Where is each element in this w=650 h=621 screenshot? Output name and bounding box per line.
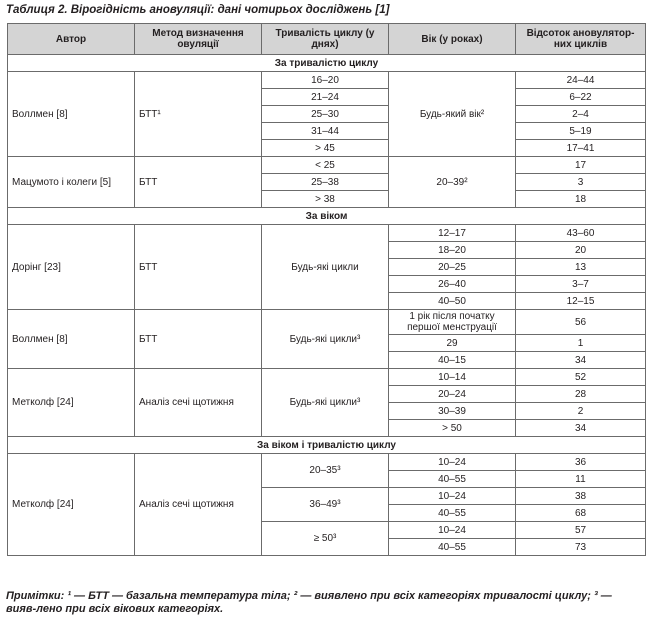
age-cell: 30–39: [389, 403, 516, 420]
age-cell: 10–24: [389, 522, 516, 539]
cycle-cell: < 25: [262, 157, 389, 174]
age-cell: 40–15: [389, 352, 516, 369]
age-cell: 12–17: [389, 225, 516, 242]
age-cell: 20–39²: [389, 157, 516, 208]
pct-cell: 17: [516, 157, 646, 174]
author-cell: Воллмен [8]: [8, 72, 135, 157]
author-cell: Метколф [24]: [8, 454, 135, 556]
cycle-cell: 21–24: [262, 89, 389, 106]
cycle-cell: 31–44: [262, 123, 389, 140]
pct-cell: 68: [516, 505, 646, 522]
age-cell: 18–20: [389, 242, 516, 259]
pct-cell: 12–15: [516, 293, 646, 310]
header-age: Вік (у роках): [389, 24, 516, 55]
header-method: Метод визначення овуляції: [135, 24, 262, 55]
age-cell: 40–55: [389, 505, 516, 522]
method-cell: Аналіз сечі щотижня: [135, 369, 262, 437]
table-notes: Примітки: ¹ — БТТ — базальна температура тіла; ² — виявлено при всіх категоріях тривалості циклу; ³ — вияв-лено при всіх вікових категоріях.: [6, 590, 612, 615]
pct-cell: 20: [516, 242, 646, 259]
section-row: [8, 437, 646, 454]
cycle-cell: 20–35³: [262, 454, 389, 488]
cycle-cell: Будь-які цикли³: [262, 310, 389, 369]
table-row: [8, 72, 646, 89]
pct-cell: 36: [516, 454, 646, 471]
pct-cell: 2–4: [516, 106, 646, 123]
cycle-cell: 25–30: [262, 106, 389, 123]
pct-cell: 56: [516, 310, 646, 335]
header-anovulatory-pct: Відсоток ановулятор-них циклів: [516, 24, 646, 55]
section-title: За віком: [8, 208, 646, 225]
age-cell: 40–50: [389, 293, 516, 310]
age-cell: 10–24: [389, 454, 516, 471]
pct-cell: 28: [516, 386, 646, 403]
section-row: [8, 55, 646, 72]
author-cell: Метколф [24]: [8, 369, 135, 437]
pct-cell: 2: [516, 403, 646, 420]
table-row: [8, 454, 646, 471]
age-cell: 26–40: [389, 276, 516, 293]
table-caption: Таблиця 2. Вірогідність ановуляції: дані чотирьох досліджень [1]: [6, 4, 390, 16]
header-author: Автор: [8, 24, 135, 55]
cycle-cell: 16–20: [262, 72, 389, 89]
pct-cell: 3: [516, 174, 646, 191]
method-cell: Аналіз сечі щотижня: [135, 454, 262, 556]
cycle-cell: > 38: [262, 191, 389, 208]
pct-cell: 38: [516, 488, 646, 505]
author-cell: Мацумото і колеги [5]: [8, 157, 135, 208]
cycle-cell: Будь-які цикли³: [262, 369, 389, 437]
method-cell: БТТ: [135, 310, 262, 369]
cycle-cell: 36–49³: [262, 488, 389, 522]
cycle-cell: > 45: [262, 140, 389, 157]
pct-cell: 5–19: [516, 123, 646, 140]
pct-cell: 43–60: [516, 225, 646, 242]
pct-cell: 73: [516, 539, 646, 556]
age-cell: > 50: [389, 420, 516, 437]
age-cell: 40–55: [389, 539, 516, 556]
table-row: [8, 157, 646, 174]
pct-cell: 24–44: [516, 72, 646, 89]
age-cell: 29: [389, 335, 516, 352]
section-title: За віком і тривалістю циклу: [8, 437, 646, 454]
table-row: [8, 225, 646, 242]
age-cell: 20–25: [389, 259, 516, 276]
pct-cell: 13: [516, 259, 646, 276]
age-cell: Будь-який вік²: [389, 72, 516, 157]
pct-cell: 34: [516, 352, 646, 369]
age-cell: 1 рік після початку першої менструації: [389, 310, 516, 335]
age-cell: 10–14: [389, 369, 516, 386]
method-cell: БТТ: [135, 225, 262, 310]
pct-cell: 34: [516, 420, 646, 437]
author-cell: Воллмен [8]: [8, 310, 135, 369]
age-cell: 20–24: [389, 386, 516, 403]
pct-cell: 1: [516, 335, 646, 352]
method-cell: БТТ¹: [135, 72, 262, 157]
header-row: [8, 24, 646, 55]
pct-cell: 17–41: [516, 140, 646, 157]
age-cell: 40–55: [389, 471, 516, 488]
pct-cell: 3–7: [516, 276, 646, 293]
pct-cell: 18: [516, 191, 646, 208]
pct-cell: 57: [516, 522, 646, 539]
table-row: [8, 369, 646, 386]
cycle-cell: ≥ 50³: [262, 522, 389, 556]
pct-cell: 6–22: [516, 89, 646, 106]
cycle-cell: 25–38: [262, 174, 389, 191]
cycle-cell: Будь-які цикли: [262, 225, 389, 310]
pct-cell: 52: [516, 369, 646, 386]
pct-cell: 11: [516, 471, 646, 488]
anovulation-table: [7, 23, 646, 556]
section-row: [8, 208, 646, 225]
section-title: За тривалістю циклу: [8, 55, 646, 72]
table-row: [8, 310, 646, 335]
age-cell: 10–24: [389, 488, 516, 505]
method-cell: БТТ: [135, 157, 262, 208]
author-cell: Дорінг [23]: [8, 225, 135, 310]
header-cycle-length: Тривалість циклу (у днях): [262, 24, 389, 55]
